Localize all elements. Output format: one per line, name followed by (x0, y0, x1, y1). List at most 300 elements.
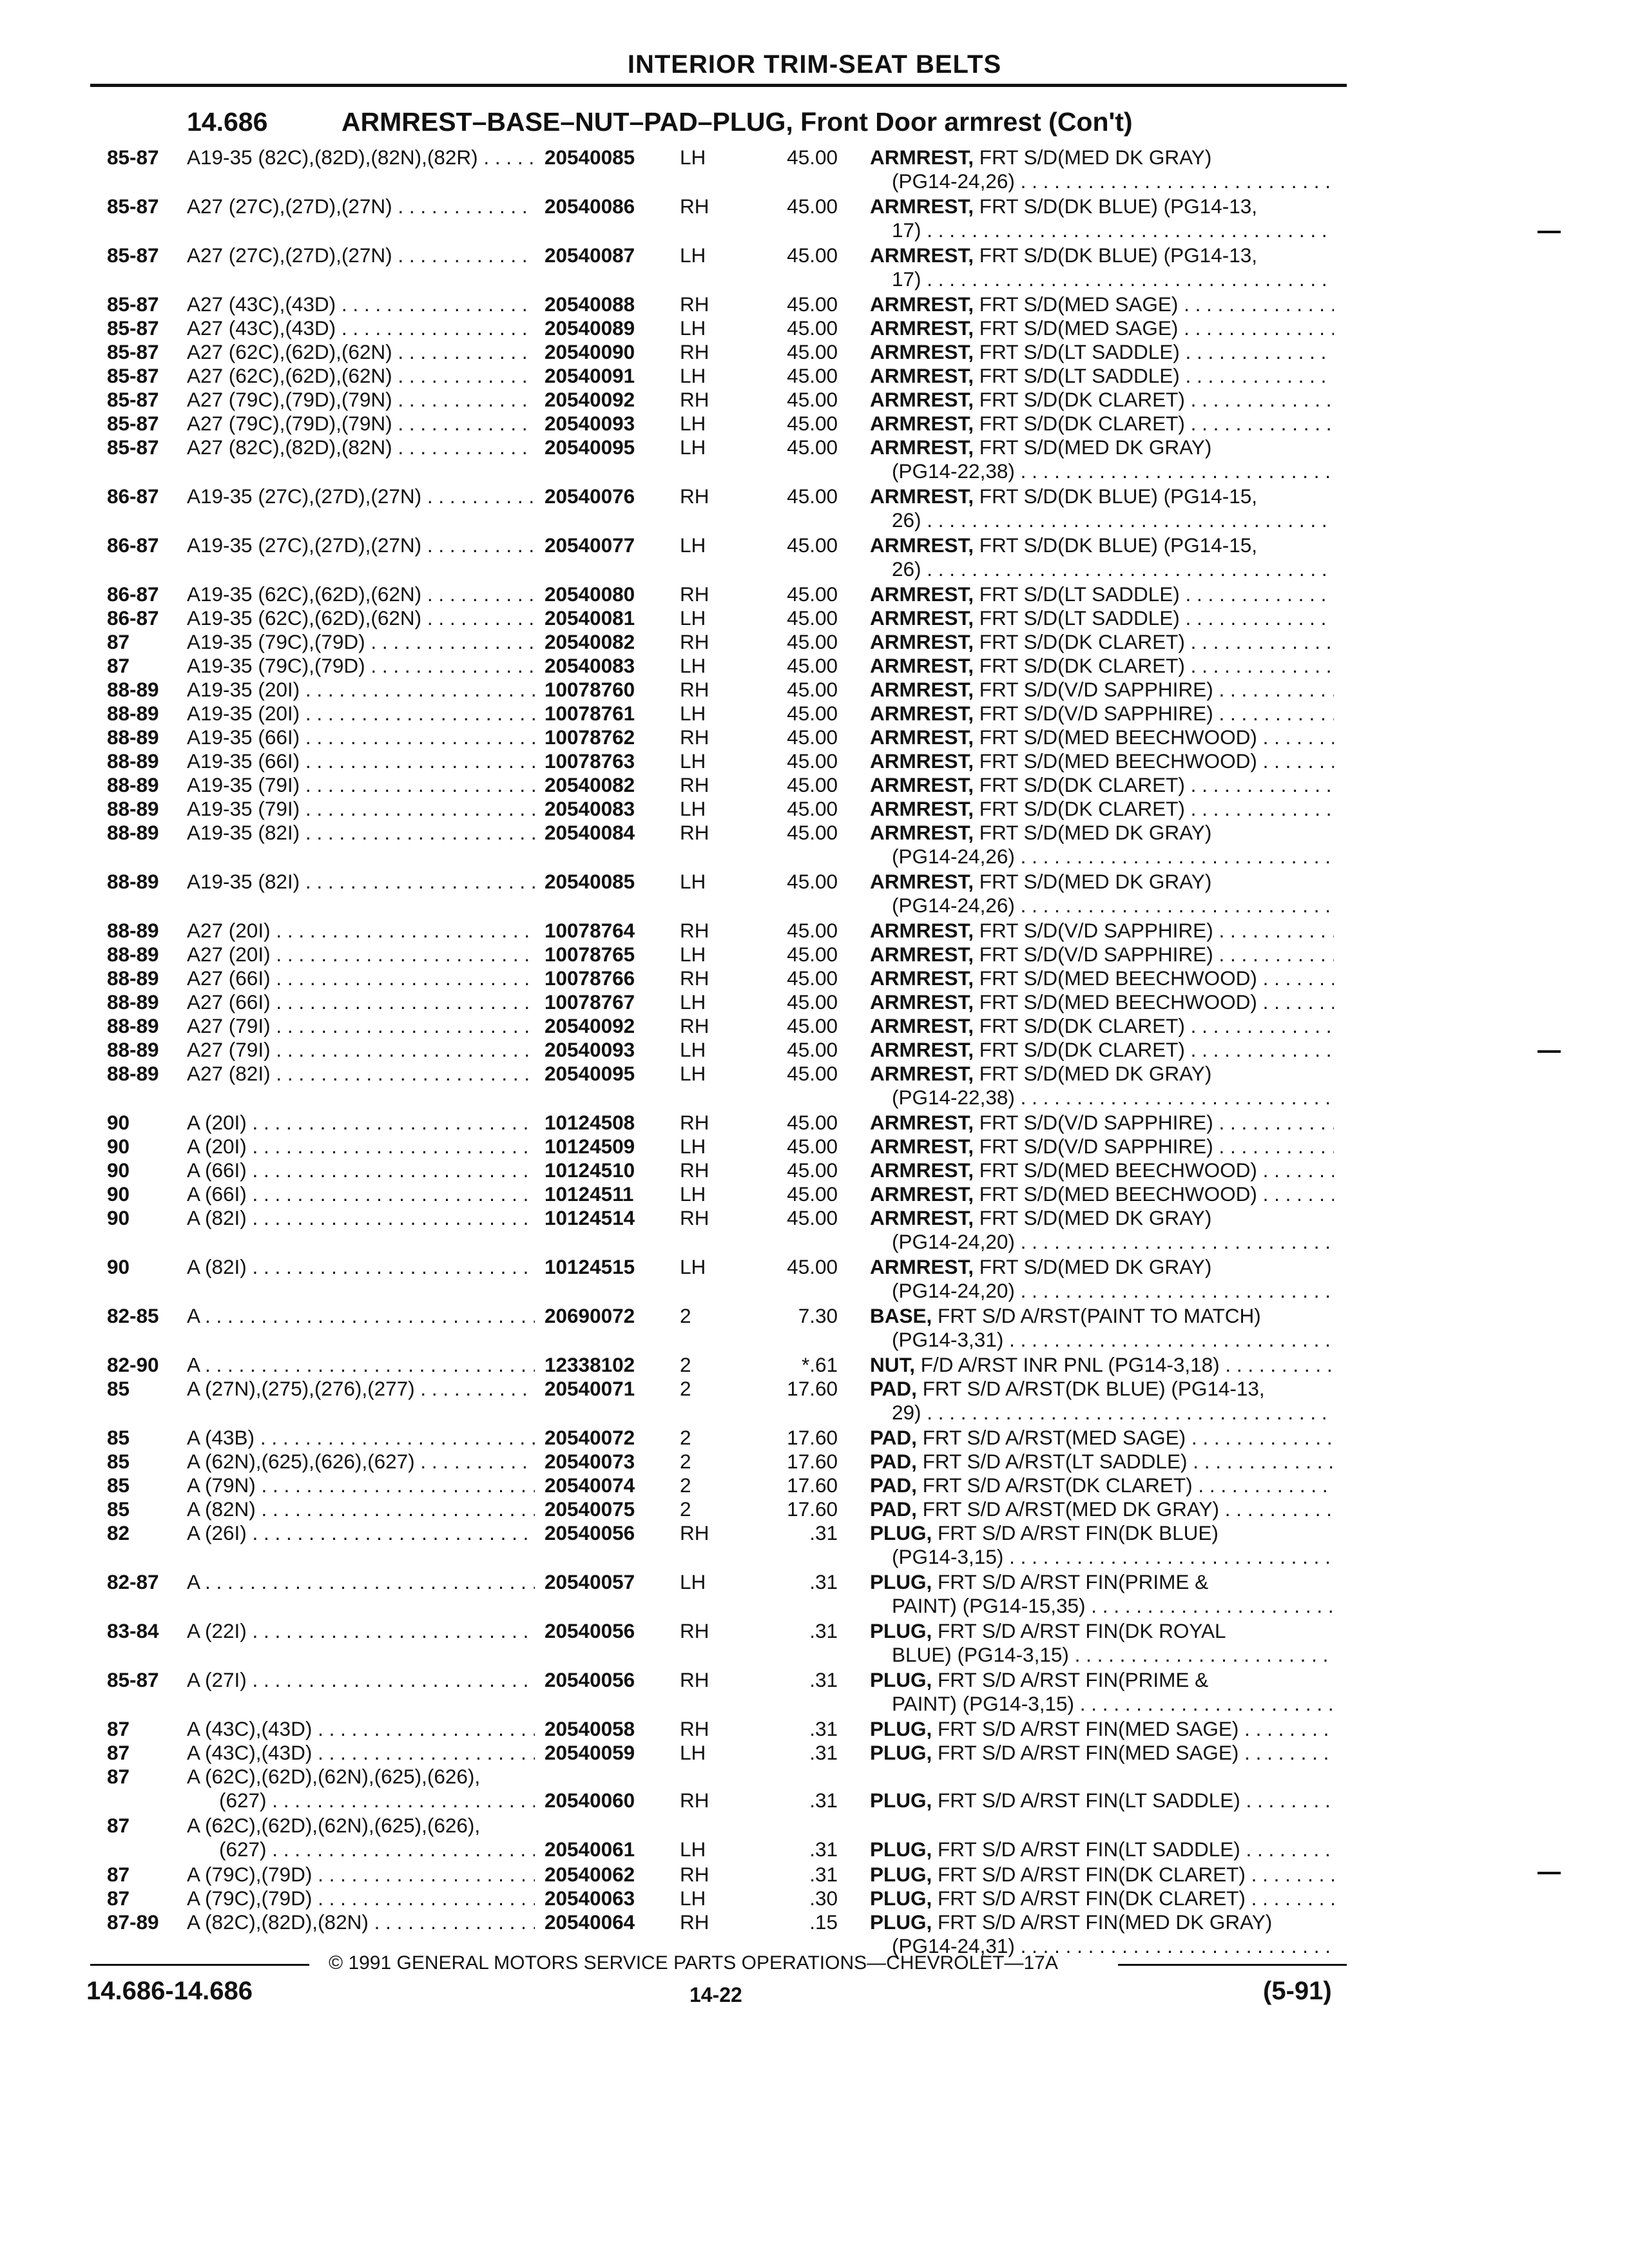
list-price: 45.00 (787, 146, 838, 169)
list-price: .31 (809, 1570, 838, 1593)
model-years: 85-87 (107, 340, 159, 363)
side-or-qty: RH (680, 485, 709, 508)
side-or-qty: LH (680, 1570, 706, 1593)
part-number: 20540076 (545, 485, 635, 508)
table-row (0, 702, 1629, 726)
side-or-qty: RH (680, 1717, 709, 1740)
part-description (870, 797, 1334, 821)
part-detail: FRT S/D(MED DK GRAY) (979, 1255, 1212, 1278)
list-price: 45.00 (787, 919, 838, 942)
list-price: 45.00 (787, 195, 838, 218)
model-years: 85 (107, 1497, 130, 1521)
part-description (870, 702, 1334, 726)
part-detail-cont: 29) . . . (892, 1401, 1334, 1425)
part-detail-cont: 17) . . . (892, 218, 1334, 242)
part-description (870, 1450, 1334, 1474)
part-name: ARMREST, (870, 485, 974, 508)
part-number: 20540071 (545, 1377, 635, 1400)
part-name: ARMREST, (870, 870, 974, 893)
table-row (0, 412, 1629, 436)
list-price: 45.00 (787, 630, 838, 653)
side-or-qty: LH (680, 654, 706, 677)
side-or-qty: RH (680, 195, 709, 218)
part-description (870, 1910, 1334, 1934)
part-name: ARMREST, (870, 1111, 974, 1134)
part-name: ARMREST, (870, 1158, 974, 1182)
table-row (0, 388, 1629, 412)
part-name: ARMREST, (870, 412, 974, 435)
side-or-qty: LH (680, 749, 706, 773)
table-row (0, 1255, 1629, 1304)
part-name: ARMREST, (870, 533, 974, 557)
part-number: 20540086 (545, 195, 635, 218)
part-number: 10078766 (545, 966, 635, 990)
part-name: ARMREST, (870, 1255, 974, 1278)
part-name: PLUG, (870, 1521, 932, 1544)
part-detail: F/D A/RST INR PNL (PG14-3,18) (920, 1353, 1220, 1376)
part-name: PLUG, (870, 1668, 932, 1691)
part-number: 20690072 (545, 1304, 635, 1327)
application-code-cont: (627) . . . (219, 1838, 535, 1861)
part-detail: FRT S/D(MED DK GRAY) (979, 436, 1212, 459)
part-detail-cont: (PG14-3,31) . . . (892, 1328, 1334, 1352)
part-number: 20540056 (545, 1521, 635, 1544)
side-or-qty: RH (680, 821, 709, 844)
model-years: 82-87 (107, 1570, 159, 1593)
side-or-qty: RH (680, 1668, 709, 1691)
application-code: A19-35 (27C),(27D),(27N) . . . (187, 485, 535, 508)
footer-rule (1118, 1964, 1347, 1966)
application-code: A19-35 (66I) . . . (187, 726, 535, 749)
part-number: 20540084 (545, 821, 635, 844)
part-detail: FRT S/D(V/D SAPPHIRE) (979, 1111, 1213, 1134)
part-detail: FRT S/D A/RST(DK CLARET) (922, 1474, 1193, 1497)
model-years: 88-89 (107, 821, 159, 844)
part-description (870, 990, 1334, 1014)
model-years: 87 (107, 1765, 130, 1788)
part-name: ARMREST, (870, 316, 974, 340)
part-description (870, 195, 1334, 218)
model-years: 86-87 (107, 582, 159, 606)
part-name: ARMREST, (870, 582, 974, 606)
model-years: 86-87 (107, 485, 159, 508)
part-detail: FRT S/D A/RST FIN(DK CLARET) (938, 1887, 1246, 1910)
part-number: 20540082 (545, 630, 635, 653)
part-description (870, 966, 1334, 990)
part-description (870, 1304, 1334, 1328)
table-row (0, 1135, 1629, 1158)
part-detail-cont: 26) . . . (892, 508, 1334, 532)
list-price: .30 (809, 1887, 838, 1910)
part-number: 10078762 (545, 726, 635, 749)
list-price: .31 (809, 1863, 838, 1886)
table-row (0, 797, 1629, 821)
part-number: 10078761 (545, 702, 635, 725)
side-or-qty: LH (680, 146, 706, 169)
table-row (0, 316, 1629, 340)
part-description (870, 1182, 1334, 1206)
table-row (0, 966, 1629, 990)
part-detail-cont: (PG14-3,15) . . . (892, 1545, 1334, 1569)
part-number: 20540092 (545, 388, 635, 411)
side-or-qty: LH (680, 990, 706, 1014)
model-years: 85 (107, 1450, 130, 1473)
table-row (0, 1062, 1629, 1111)
application-code: A19-35 (79I) . . . (187, 797, 535, 821)
part-number: 20540080 (545, 582, 635, 606)
application-code-cont: (627) . . . (219, 1789, 535, 1812)
application-code: A27 (20I) . . . (187, 943, 535, 966)
part-detail: FRT S/D(V/D SAPPHIRE) (979, 919, 1213, 942)
part-name: PLUG, (870, 1838, 932, 1861)
list-price: 45.00 (787, 1038, 838, 1061)
section-number: 14.686 (187, 107, 268, 137)
side-or-qty: 2 (680, 1377, 691, 1400)
part-detail: FRT S/D(V/D SAPPHIRE) (979, 1135, 1213, 1158)
list-price: 45.00 (787, 340, 838, 363)
table-row (0, 1765, 1629, 1814)
part-number: 20540064 (545, 1910, 635, 1934)
side-or-qty: LH (680, 1887, 706, 1910)
part-description (870, 1255, 1334, 1279)
part-name: ARMREST, (870, 436, 974, 459)
part-number: 20540061 (545, 1838, 635, 1861)
side-or-qty: RH (680, 582, 709, 606)
part-detail: FRT S/D(DK CLARET) (979, 388, 1185, 411)
part-detail: FRT S/D(DK CLARET) (979, 1038, 1185, 1061)
part-name: ARMREST, (870, 678, 974, 701)
side-or-qty: LH (680, 316, 706, 340)
part-description (870, 773, 1334, 797)
side-or-qty: 2 (680, 1497, 691, 1521)
side-or-qty: RH (680, 1111, 709, 1134)
side-or-qty: RH (680, 1863, 709, 1886)
part-number: 20540074 (545, 1474, 635, 1497)
model-years: 82-90 (107, 1353, 159, 1376)
model-years: 88-89 (107, 943, 159, 966)
application-code: A27 (79I) . . . (187, 1014, 535, 1038)
table-row (0, 1619, 1629, 1668)
part-description (870, 1789, 1334, 1812)
model-years: 82-85 (107, 1304, 159, 1327)
table-row (0, 1450, 1629, 1474)
model-years: 88-89 (107, 1062, 159, 1085)
side-or-qty: RH (680, 773, 709, 796)
list-price: .31 (809, 1717, 838, 1740)
application-code: A27 (43C),(43D) . . . (187, 293, 535, 316)
table-row (0, 485, 1629, 533)
part-detail-cont: BLUE) (PG14-3,15) . . . (892, 1643, 1334, 1667)
part-detail: FRT S/D A/RST FIN(LT SADDLE) (938, 1838, 1240, 1861)
part-number: 10078764 (545, 919, 635, 942)
part-detail: FRT S/D(LT SADDLE) (979, 364, 1180, 387)
part-number: 12338102 (545, 1353, 635, 1376)
part-detail-cont: (PG14-24,26) . . . (892, 845, 1334, 869)
part-detail: FRT S/D(DK CLARET) (979, 773, 1185, 796)
part-detail: FRT S/D A/RST FIN(MED DK GRAY) (938, 1910, 1273, 1934)
model-years: 85-87 (107, 436, 159, 459)
application-code: A27 (43C),(43D) . . . (187, 316, 535, 340)
part-description (870, 821, 1334, 845)
list-price: .31 (809, 1838, 838, 1861)
list-price: 17.60 (787, 1450, 838, 1473)
list-price: 45.00 (787, 1135, 838, 1158)
list-price: .15 (809, 1910, 838, 1934)
part-number: 20540056 (545, 1668, 635, 1691)
side-or-qty: RH (680, 919, 709, 942)
application-code: A (62N),(625),(626),(627) . . . (187, 1450, 535, 1474)
part-description (870, 244, 1334, 267)
part-number: 10124511 (545, 1182, 634, 1206)
part-number: 10078760 (545, 678, 635, 701)
list-price: 45.00 (787, 1182, 838, 1206)
table-row (0, 990, 1629, 1014)
side-or-qty: LH (680, 436, 706, 459)
part-description (870, 1887, 1334, 1910)
table-row (0, 606, 1629, 630)
side-or-qty: 2 (680, 1426, 691, 1449)
part-number: 10078765 (545, 943, 635, 966)
side-or-qty: LH (680, 943, 706, 966)
part-name: ARMREST, (870, 1135, 974, 1158)
table-row (0, 582, 1629, 606)
application-code: A (27N),(275),(276),(277) . . . (187, 1377, 535, 1401)
part-number: 10078767 (545, 990, 635, 1014)
application-code: A19-35 (20I) . . . (187, 702, 535, 726)
side-or-qty: RH (680, 630, 709, 653)
part-description (870, 293, 1334, 316)
table-row (0, 195, 1629, 244)
part-description (870, 412, 1334, 436)
part-description (870, 1038, 1334, 1062)
part-description (870, 533, 1334, 557)
side-or-qty: LH (680, 1135, 706, 1158)
application-code: A27 (79C),(79D),(79N) . . . (187, 388, 535, 412)
part-name: PLUG, (870, 1887, 932, 1910)
part-number: 20540057 (545, 1570, 635, 1593)
part-detail: FRT S/D(DK CLARET) (979, 1014, 1185, 1037)
part-name: PAD, (870, 1474, 917, 1497)
model-years: 85 (107, 1377, 130, 1400)
model-years: 88-89 (107, 726, 159, 749)
application-code: A19-35 (79I) . . . (187, 773, 535, 797)
part-description (870, 1497, 1334, 1521)
part-name: ARMREST, (870, 195, 974, 218)
part-name: ARMREST, (870, 1038, 974, 1061)
part-number: 20540075 (545, 1497, 635, 1521)
part-description (870, 340, 1334, 364)
part-description (870, 1863, 1334, 1887)
part-number: 20540085 (545, 146, 635, 169)
application-code: A (43B) . . . (187, 1426, 535, 1450)
list-price: 45.00 (787, 1014, 838, 1037)
part-detail: FRT S/D(DK CLARET) (979, 654, 1185, 677)
model-years: 88-89 (107, 1038, 159, 1061)
model-years: 88-89 (107, 678, 159, 701)
application-code: A27 (79C),(79D),(79N) . . . (187, 412, 535, 436)
part-detail-cont: (PG14-22,38) . . . (892, 1086, 1334, 1110)
model-years: 85-87 (107, 1668, 159, 1691)
part-number: 20540056 (545, 1619, 635, 1642)
part-name: PAD, (870, 1426, 917, 1449)
model-years: 90 (107, 1182, 130, 1206)
part-number: 20540082 (545, 773, 635, 796)
table-row (0, 1863, 1629, 1887)
part-detail: FRT S/D(MED BEECHWOOD) (979, 990, 1257, 1014)
part-number: 10124515 (545, 1255, 635, 1278)
part-name: PLUG, (870, 1741, 932, 1764)
part-name: ARMREST, (870, 364, 974, 387)
side-or-qty: 2 (680, 1353, 691, 1376)
list-price: *.61 (801, 1353, 838, 1376)
part-detail: FRT S/D(V/D SAPPHIRE) (979, 702, 1213, 725)
application-code: A19-35 (82I) . . . (187, 821, 535, 845)
table-row (0, 1570, 1629, 1619)
part-detail: FRT S/D A/RST(LT SADDLE) (922, 1450, 1188, 1473)
table-row (0, 1353, 1629, 1377)
margin-tick (1537, 231, 1561, 233)
part-detail: FRT S/D A/RST FIN(DK ROYAL (938, 1619, 1226, 1642)
part-number: 10124510 (545, 1158, 635, 1182)
side-or-qty: RH (680, 1158, 709, 1182)
part-detail-cont: 17) . . . (892, 267, 1334, 291)
application-code: A (79C),(79D) . . . (187, 1863, 535, 1887)
side-or-qty: LH (680, 797, 706, 820)
side-or-qty: RH (680, 1619, 709, 1642)
part-number: 10078763 (545, 749, 635, 773)
application-code: A19-35 (27C),(27D),(27N) . . . (187, 533, 535, 557)
part-detail: FRT S/D(MED BEECHWOOD) (979, 966, 1257, 990)
part-detail: FRT S/D(MED DK GRAY) (979, 1062, 1212, 1085)
model-years: 88-89 (107, 990, 159, 1014)
part-detail: FRT S/D(MED BEECHWOOD) (979, 1158, 1257, 1182)
table-row (0, 1474, 1629, 1497)
side-or-qty: RH (680, 1521, 709, 1544)
model-years: 90 (107, 1206, 130, 1229)
table-row (0, 1814, 1629, 1863)
model-years: 88-89 (107, 702, 159, 725)
footer-section-range: 14.686-14.686 (86, 1977, 253, 2005)
application-code: A (62C),(62D),(62N),(625),(626), (187, 1765, 481, 1788)
table-row (0, 533, 1629, 582)
part-detail: FRT S/D(LT SADDLE) (979, 340, 1180, 363)
model-years: 88-89 (107, 966, 159, 990)
part-detail: FRT S/D A/RST FIN(DK CLARET) (938, 1863, 1246, 1886)
application-code: A27 (79I) . . . (187, 1038, 535, 1062)
side-or-qty: LH (680, 1038, 706, 1061)
side-or-qty: RH (680, 340, 709, 363)
part-detail-cont: (PG14-24,26) . . . (892, 894, 1334, 918)
part-detail: FRT S/D A/RST FIN(PRIME & (938, 1570, 1209, 1593)
part-detail: FRT S/D(DK CLARET) (979, 630, 1185, 653)
list-price: 45.00 (787, 606, 838, 629)
application-code: A19-35 (79C),(79D) . . . (187, 630, 535, 654)
list-price: 45.00 (787, 582, 838, 606)
part-number: 20540073 (545, 1450, 635, 1473)
part-detail: FRT S/D A/RST(MED DK GRAY) (922, 1497, 1219, 1521)
table-row (0, 870, 1629, 919)
part-description (870, 1668, 1334, 1692)
part-detail: FRT S/D A/RST FIN(LT SADDLE) (938, 1789, 1240, 1812)
application-code: A27 (62C),(62D),(62N) . . . (187, 364, 535, 388)
part-detail: FRT S/D(MED DK GRAY) (979, 821, 1212, 844)
part-description (870, 870, 1334, 894)
application-code: A . . . (187, 1353, 535, 1377)
application-code: A19-35 (62C),(62D),(62N) . . . (187, 606, 535, 630)
part-detail: FRT S/D(MED BEECHWOOD) (979, 749, 1257, 773)
application-code: A (82N) . . . (187, 1497, 535, 1521)
part-name: BASE, (870, 1304, 932, 1327)
part-name: PAD, (870, 1497, 917, 1521)
list-price: .31 (809, 1668, 838, 1691)
part-description (870, 1111, 1334, 1135)
page-header-title: INTERIOR TRIM-SEAT BELTS (627, 50, 1002, 79)
application-code: A (43C),(43D) . . . (187, 1717, 535, 1741)
part-number: 20540077 (545, 533, 635, 557)
part-detail: FRT S/D(DK BLUE) (PG14-15, (979, 533, 1257, 557)
application-code: A (66I) . . . (187, 1158, 535, 1182)
list-price: 45.00 (787, 533, 838, 557)
application-code: A (62C),(62D),(62N),(625),(626), (187, 1814, 481, 1837)
part-number: 20540072 (545, 1426, 635, 1449)
side-or-qty: RH (680, 1789, 709, 1812)
margin-tick (1537, 1050, 1561, 1053)
part-detail: FRT S/D(MED BEECHWOOD) (979, 1182, 1257, 1206)
list-price: 45.00 (787, 293, 838, 316)
side-or-qty: RH (680, 726, 709, 749)
side-or-qty: LH (680, 412, 706, 435)
part-description (870, 582, 1334, 606)
part-description (870, 1014, 1334, 1038)
part-description (870, 485, 1334, 508)
application-code: A (82C),(82D),(82N) . . . (187, 1910, 535, 1934)
table-row (0, 1182, 1629, 1206)
side-or-qty: LH (680, 1182, 706, 1206)
part-name: ARMREST, (870, 388, 974, 411)
part-name: PLUG, (870, 1910, 932, 1934)
model-years: 85-87 (107, 364, 159, 387)
application-code: A27 (82C),(82D),(82N) . . . (187, 436, 535, 459)
part-name: ARMREST, (870, 919, 974, 942)
side-or-qty: RH (680, 678, 709, 701)
part-detail-cont: PAINT) (PG14-15,35) . . . (892, 1594, 1334, 1618)
table-row (0, 749, 1629, 773)
part-number: 20540095 (545, 436, 635, 459)
table-row (0, 1038, 1629, 1062)
list-price: 17.60 (787, 1377, 838, 1400)
part-number: 20540089 (545, 316, 635, 340)
part-name: PAD, (870, 1377, 917, 1400)
part-description (870, 1062, 1334, 1086)
part-number: 10124508 (545, 1111, 635, 1134)
table-row (0, 1521, 1629, 1570)
list-price: 45.00 (787, 966, 838, 990)
side-or-qty: 2 (680, 1304, 691, 1327)
list-price: 45.00 (787, 316, 838, 340)
list-price: 17.60 (787, 1497, 838, 1521)
part-detail: FRT S/D(DK BLUE) (PG14-13, (979, 244, 1257, 267)
model-years: 87 (107, 1887, 130, 1910)
part-description (870, 146, 1334, 169)
section-title: ARMREST–BASE–NUT–PAD–PLUG, Front Door armrest (Con't) (341, 107, 1133, 137)
application-code: A27 (62C),(62D),(62N) . . . (187, 340, 535, 364)
part-description (870, 1741, 1334, 1765)
part-detail: FRT S/D(MED DK GRAY) (979, 1206, 1212, 1229)
part-detail: FRT S/D(V/D SAPPHIRE) (979, 678, 1213, 701)
model-years: 85-87 (107, 412, 159, 435)
table-row (0, 1497, 1629, 1521)
side-or-qty: LH (680, 870, 706, 893)
